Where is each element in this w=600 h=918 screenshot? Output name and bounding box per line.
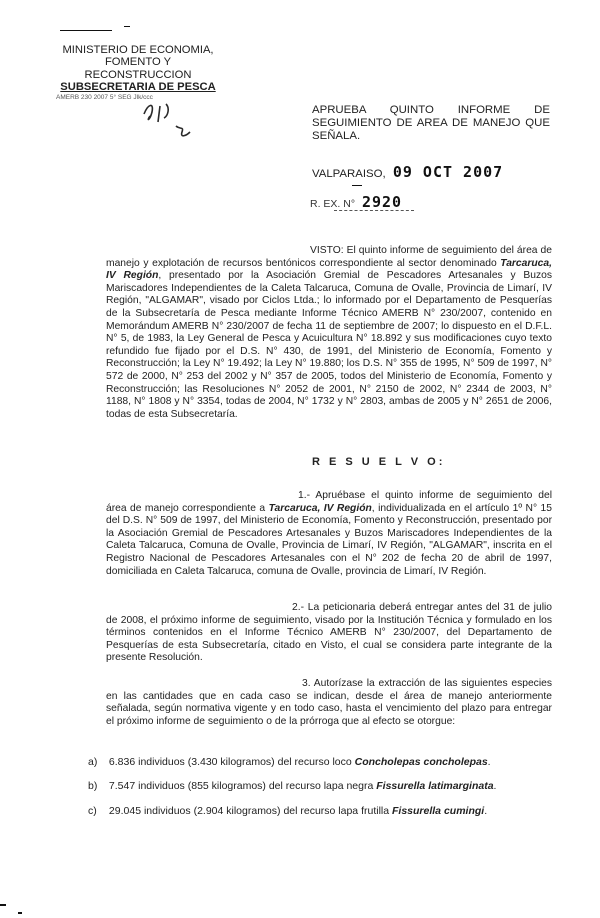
place-date-line	[312, 163, 503, 181]
point-1-text-b: , individualizada en el artículo 1º N° 15 del D.S. N° 509 de 1997, del Ministerio de Economía, Fomento y Reconstrucción, presentado por la Asociación Gremial de Pescadores Artesanales y Buzos Mariscadores Independientes de la Caleta Talcaruca, Comuna de Ovalle, Provincia de Limarí, IV Región, "ALGAMAR", inscrita en el Registro Nacional de Pescadores Artesanales con el N° 202 de fecha 20 de abril de 1997, domiciliada en Caleta Talcaruca, comuna de Ovalle, provincia de Limarí, IV Región.	[106, 502, 552, 577]
point-1-text-a: 1.- Apruébase el quinto informe de seguimiento del área de manejo correspondiente a	[106, 490, 552, 514]
letterhead-subsecretaria: SUBSECRETARIA DE PESCA	[60, 81, 216, 94]
letterhead-ministry-line1: MINISTERIO DE ECONOMIA,	[62, 44, 214, 56]
letterhead-ministry-line2: FOMENTO Y RECONSTRUCCION	[84, 56, 192, 81]
extraction-item-b	[88, 780, 548, 792]
date-stamp: 09 OCT 2007	[392, 163, 504, 181]
scan-mark-bottom-left	[0, 904, 6, 906]
point-1-location: Tarcaruca, IV Región	[268, 502, 372, 514]
scan-mark-top-left	[60, 30, 112, 31]
item-b-text: 7.547 individuos (855 kilogramos) del recurso lapa negra	[108, 780, 377, 792]
resolution-number-line	[310, 193, 402, 211]
handwritten-initials	[140, 96, 200, 142]
item-b-label: b)	[88, 780, 98, 792]
item-c-text: 29.045 individuos (2.904 kilogramos) del recurso lapa frutilla	[108, 805, 392, 817]
visto-location: Tarcaruca, IV Región	[106, 257, 552, 282]
visto-paragraph	[106, 245, 552, 421]
place-name: VALPARAISO,	[312, 168, 386, 180]
resolution-point-3: 3. Autorízase la extracción de las siguientes especies en las cantidades que en cada caso se indican, desde el área de manejo anteriormente señalada, según normativa vigente y en todo caso, hasta el vencimiento del plazo para entregar el próximo informe de seguimiento o de la prórroga que al efecto se otorgue:	[106, 678, 552, 727]
date-underline	[352, 185, 362, 186]
item-a-text: 6.836 individuos (3.430 kilogramos) del recurso loco	[108, 756, 355, 768]
resolution-title: APRUEBA QUINTO INFORME DE SEGUIMIENTO DE AREA DE MANEJO QUE SEÑALA.	[312, 104, 550, 142]
item-a-end: .	[487, 756, 491, 768]
resolution-number-label: R. EX. N°	[310, 198, 356, 210]
resolution-point-1	[106, 490, 552, 578]
scan-mark-bottom-left-2	[18, 912, 22, 914]
item-b-species: Fissurella latimarginata	[376, 780, 494, 792]
resuelvo-heading: R E S U E L V O:	[312, 456, 446, 468]
resolution-number: 2920	[361, 193, 403, 211]
item-c-species: Fissurella cumingi	[392, 805, 485, 817]
letterhead	[58, 44, 218, 102]
item-c-end: .	[484, 805, 488, 817]
letterhead-reference: AMERB 230 2007 5° SEG Jlk/ccc	[56, 93, 153, 101]
extraction-item-c	[88, 805, 548, 817]
item-c-label: c)	[88, 805, 97, 817]
item-a-label: a)	[88, 756, 98, 768]
item-b-end: .	[493, 780, 497, 792]
resolution-number-underline	[334, 210, 414, 211]
extraction-item-a	[88, 756, 548, 768]
resolution-point-2: 2.- La peticionaria deberá entregar antes del 31 de julio de 2008, el próximo informe de seguimiento, visado por la Institución Técnica y formulado en los términos contenidos en el Informe Técnico AMERB N° 230/2007, del Departamento de Pesquerías de esta Subsecretaría, citado en Visto, el cual se considera parte integrante de la presente Resolución.	[106, 602, 552, 664]
visto-text-b: , presentado por la Asociación Gremial de Pescadores Artesanales y Buzos Mariscadores Independientes de la Caleta Talcaruca, Comuna de Ovalle, Provincia de Limarí, IV Región, "ALGAMAR", visado por Ciclos Ltda.; lo informado por el Departamento de Pesquerías de la Subsecretaría de Pesca mediante Informe Técnico AMERB N° 230/2007, contenido en Memorándum AMERB N° 230/2007 de fecha 11 de septiembre de 2007; lo dispuesto en el D.F.L. N° 5, de 1983, la Ley General de Pesca y Acuicultura N° 18.892 y sus modificaciones cuyo texto refundido fue fijado por el D.S. N° 430, de 1991, del Ministerio de Economía, Fomento y Reconstrucción; la Ley N° 19.492; la Ley N° 19.880; los D.S. N° 355 de 1995, N° 509 de 1997, N° 572 de 2000, N° 253 del 2002 y N° 357 de 2005, todos del Ministerio de Economía, Fomento y Reconstrucción; las Resoluciones N° 2052 de 2001, N° 2150 de 2002, N° 2344 de 2003, N° 1188, N° 1808 y N° 3354, todas de 2004, N° 1732 y N° 2803, ambas de 2005 y N° 2651 de 2006, todas de esta Subsecretaría.	[106, 270, 552, 420]
scan-mark-top-left-small	[124, 26, 130, 27]
visto-text-a: VISTO: El quinto informe de seguimiento del área de manejo y explotación de recursos bentónicos correspondiente al sector denominado	[106, 245, 552, 269]
item-a-species: Concholepas concholepas	[354, 756, 488, 768]
